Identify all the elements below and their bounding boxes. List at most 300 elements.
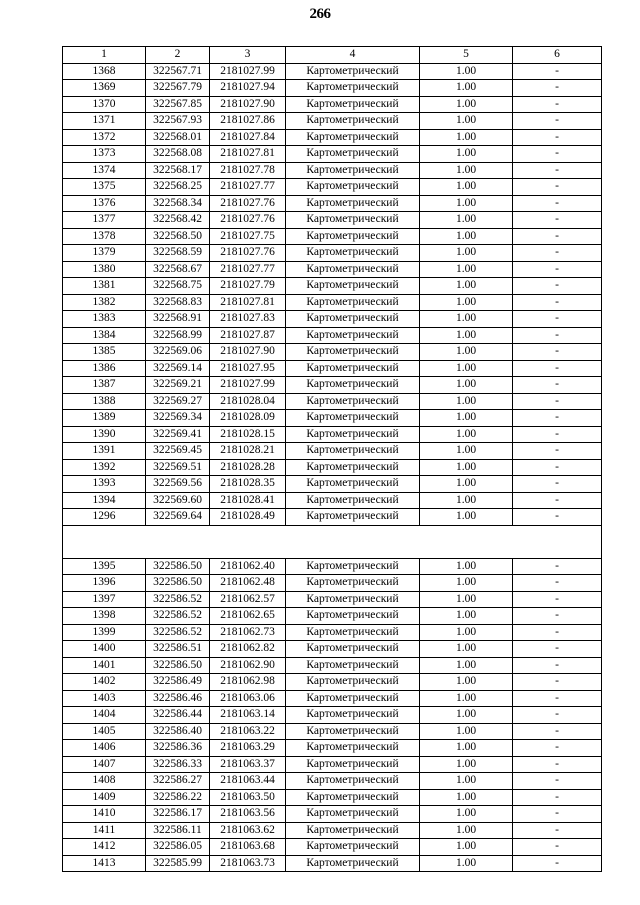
table-row (63, 96, 602, 113)
table-row (63, 146, 602, 163)
table-cell: 2181063.14 (210, 707, 286, 724)
table-cell: 322586.05 (146, 839, 210, 856)
table-cell: 1411 (63, 822, 146, 839)
table-cell: 2181027.81 (210, 294, 286, 311)
table-cell: 1398 (63, 608, 146, 625)
table-cell: - (513, 360, 602, 377)
table-cell: - (513, 789, 602, 806)
table-row (63, 806, 602, 823)
table-cell: 322569.60 (146, 492, 210, 509)
table-cell: 1.00 (420, 96, 513, 113)
table-cell: - (513, 294, 602, 311)
table-cell: 1403 (63, 690, 146, 707)
table-row (63, 509, 602, 526)
table-cell: 2181027.79 (210, 278, 286, 295)
table-row (63, 278, 602, 295)
table-cell: - (513, 63, 602, 80)
table-cell: Картометрический (286, 822, 420, 839)
table-cell: Картометрический (286, 756, 420, 773)
table-row (63, 195, 602, 212)
table-cell: 1.00 (420, 756, 513, 773)
table-row (63, 492, 602, 509)
table-cell: 2181027.81 (210, 146, 286, 163)
table-cell: 1392 (63, 459, 146, 476)
table-cell: Картометрический (286, 476, 420, 493)
table-cell: - (513, 179, 602, 196)
table-cell: 1410 (63, 806, 146, 823)
table-row (63, 327, 602, 344)
table-cell: 1.00 (420, 806, 513, 823)
table-cell: Картометрический (286, 96, 420, 113)
table-row (63, 311, 602, 328)
table-cell: 1.00 (420, 839, 513, 856)
table-cell: Картометрический (286, 393, 420, 410)
table-cell: - (513, 327, 602, 344)
table-row (63, 575, 602, 592)
table-cell: 1.00 (420, 690, 513, 707)
table-cell: 1409 (63, 789, 146, 806)
table-cell: 1.00 (420, 410, 513, 427)
table-cell: 1.00 (420, 179, 513, 196)
table-cell: 1369 (63, 80, 146, 97)
table-cell: Картометрический (286, 608, 420, 625)
table-cell: 1.00 (420, 591, 513, 608)
table-cell: 1.00 (420, 855, 513, 872)
table-cell: 2181027.84 (210, 129, 286, 146)
table-row (63, 245, 602, 262)
table-cell: 1380 (63, 261, 146, 278)
table-cell: - (513, 723, 602, 740)
table-row (63, 624, 602, 641)
table-cell: 1373 (63, 146, 146, 163)
table-cell: 322569.14 (146, 360, 210, 377)
table-cell: 2181027.99 (210, 63, 286, 80)
table-cell: 1405 (63, 723, 146, 740)
table-cell: 1.00 (420, 740, 513, 757)
table-row (63, 426, 602, 443)
table-cell: 322568.91 (146, 311, 210, 328)
table-cell: 322586.49 (146, 674, 210, 691)
table-cell: Картометрический (286, 179, 420, 196)
table-cell: 2181028.09 (210, 410, 286, 427)
table-cell: 1.00 (420, 608, 513, 625)
table-row (63, 377, 602, 394)
table-row (63, 855, 602, 872)
table-cell: 2181062.90 (210, 657, 286, 674)
column-header: 4 (286, 47, 420, 64)
table-cell: Картометрический (286, 63, 420, 80)
table-row (63, 789, 602, 806)
table-cell: Картометрический (286, 261, 420, 278)
table-cell: 322569.21 (146, 377, 210, 394)
table-cell: 1391 (63, 443, 146, 460)
table-cell: 1394 (63, 492, 146, 509)
table-cell: - (513, 707, 602, 724)
table-cell: 2181027.76 (210, 195, 286, 212)
table-cell: 1393 (63, 476, 146, 493)
table-cell: 1395 (63, 558, 146, 575)
table-cell: 1.00 (420, 575, 513, 592)
table-cell: 1.00 (420, 245, 513, 262)
table-cell: - (513, 162, 602, 179)
table-cell: 1401 (63, 657, 146, 674)
table-cell: 322586.27 (146, 773, 210, 790)
table-cell: 1375 (63, 179, 146, 196)
table-cell: Картометрический (286, 839, 420, 856)
table-cell: 2181062.73 (210, 624, 286, 641)
table-cell: 1.00 (420, 476, 513, 493)
table-cell: 1.00 (420, 492, 513, 509)
table-cell: - (513, 113, 602, 130)
table-cell: 1.00 (420, 63, 513, 80)
table-cell: - (513, 756, 602, 773)
table-cell: - (513, 195, 602, 212)
table-cell: 1.00 (420, 146, 513, 163)
table-cell: Картометрический (286, 855, 420, 872)
table-row (63, 839, 602, 856)
table-cell: 1390 (63, 426, 146, 443)
table-cell: 322586.52 (146, 624, 210, 641)
table-cell: 2181027.77 (210, 261, 286, 278)
table-cell: 1372 (63, 129, 146, 146)
table-cell: 2181062.98 (210, 674, 286, 691)
table-row (63, 129, 602, 146)
table-cell: 2181062.65 (210, 608, 286, 625)
table-cell: 2181028.04 (210, 393, 286, 410)
table-cell: - (513, 311, 602, 328)
table-body (63, 63, 602, 872)
table-cell: 322568.99 (146, 327, 210, 344)
table-cell: - (513, 558, 602, 575)
table-cell: 322568.50 (146, 228, 210, 245)
table-cell: 322586.50 (146, 558, 210, 575)
table-cell: 322568.25 (146, 179, 210, 196)
table-row (63, 591, 602, 608)
table-cell: - (513, 773, 602, 790)
table-cell: 2181027.95 (210, 360, 286, 377)
table-cell: 2181063.37 (210, 756, 286, 773)
table-cell: 322569.64 (146, 509, 210, 526)
table-cell: 1.00 (420, 294, 513, 311)
table-cell: 322567.71 (146, 63, 210, 80)
table-cell: 1.00 (420, 657, 513, 674)
table-cell: - (513, 146, 602, 163)
table-cell: 2181027.99 (210, 377, 286, 394)
table-cell: 2181027.75 (210, 228, 286, 245)
table-cell: 1.00 (420, 443, 513, 460)
table-cell: 1.00 (420, 773, 513, 790)
table-cell: 1.00 (420, 195, 513, 212)
table-cell: 1.00 (420, 80, 513, 97)
table-cell: 1371 (63, 113, 146, 130)
table-cell: 322586.52 (146, 591, 210, 608)
table-cell: 1388 (63, 393, 146, 410)
table-row (63, 690, 602, 707)
table-cell: 2181063.29 (210, 740, 286, 757)
table-cell: 2181063.22 (210, 723, 286, 740)
table-cell: Картометрический (286, 146, 420, 163)
table-cell: 2181028.35 (210, 476, 286, 493)
table-cell: 322586.11 (146, 822, 210, 839)
table-cell: 322585.99 (146, 855, 210, 872)
table-cell: 322568.83 (146, 294, 210, 311)
table-cell: 322568.08 (146, 146, 210, 163)
table-cell: Картометрический (286, 740, 420, 757)
table-cell: 322568.59 (146, 245, 210, 262)
table-cell: 2181027.76 (210, 212, 286, 229)
table-cell: 322568.01 (146, 129, 210, 146)
coordinates-table (62, 46, 602, 872)
table-cell: Картометрический (286, 327, 420, 344)
table-cell: 2181062.48 (210, 575, 286, 592)
table-cell: - (513, 492, 602, 509)
table-cell: Картометрический (286, 311, 420, 328)
table-row (63, 707, 602, 724)
column-header: 3 (210, 47, 286, 64)
table-cell: Картометрический (286, 443, 420, 460)
table-header (63, 47, 602, 64)
table-row (63, 162, 602, 179)
table-cell: Картометрический (286, 360, 420, 377)
section-separator-row (63, 525, 602, 558)
table-cell: Картометрический (286, 624, 420, 641)
table-row (63, 657, 602, 674)
table-cell: 1.00 (420, 789, 513, 806)
table-cell: 1400 (63, 641, 146, 658)
table-cell: 1407 (63, 756, 146, 773)
table-cell: 322569.41 (146, 426, 210, 443)
table-cell: 2181063.68 (210, 839, 286, 856)
table-cell: 2181028.28 (210, 459, 286, 476)
table-cell: 322568.67 (146, 261, 210, 278)
table-cell: 1412 (63, 839, 146, 856)
table-cell: - (513, 129, 602, 146)
table-cell: 1384 (63, 327, 146, 344)
table-cell: - (513, 806, 602, 823)
table-cell: 1.00 (420, 393, 513, 410)
table-cell: 322586.50 (146, 575, 210, 592)
table-cell: 322586.46 (146, 690, 210, 707)
table-cell: Картометрический (286, 195, 420, 212)
table-cell: 2181028.49 (210, 509, 286, 526)
table-cell: 322586.52 (146, 608, 210, 625)
table-cell: 1399 (63, 624, 146, 641)
table-cell: 1.00 (420, 624, 513, 641)
table-cell: 2181027.86 (210, 113, 286, 130)
table-cell: 1.00 (420, 558, 513, 575)
table-cell: 1413 (63, 855, 146, 872)
table-cell: - (513, 476, 602, 493)
table-cell: 1387 (63, 377, 146, 394)
table-cell: - (513, 575, 602, 592)
table-row (63, 558, 602, 575)
column-header: 1 (63, 47, 146, 64)
table-cell: 322568.17 (146, 162, 210, 179)
table-cell: 1.00 (420, 278, 513, 295)
table-cell: - (513, 96, 602, 113)
column-header: 2 (146, 47, 210, 64)
table-row (63, 63, 602, 80)
table-cell: - (513, 377, 602, 394)
table-cell: Картометрический (286, 690, 420, 707)
table-cell: - (513, 261, 602, 278)
table-cell: 1.00 (420, 723, 513, 740)
column-header: 5 (420, 47, 513, 64)
table-cell: 2181063.06 (210, 690, 286, 707)
table-cell: Картометрический (286, 245, 420, 262)
table-cell: 1.00 (420, 113, 513, 130)
table-cell: 322569.51 (146, 459, 210, 476)
table-cell: 322568.42 (146, 212, 210, 229)
table-cell: 2181027.90 (210, 344, 286, 361)
header-row (63, 47, 602, 64)
table-cell: 322569.06 (146, 344, 210, 361)
table-cell: - (513, 674, 602, 691)
table-cell: - (513, 393, 602, 410)
table-cell: 1.00 (420, 426, 513, 443)
table-row (63, 756, 602, 773)
table-cell: Картометрический (286, 377, 420, 394)
table-cell: 1404 (63, 707, 146, 724)
table-cell: 1.00 (420, 311, 513, 328)
table-cell: - (513, 212, 602, 229)
table-cell: - (513, 822, 602, 839)
table-cell: Картометрический (286, 80, 420, 97)
table-row (63, 261, 602, 278)
table-cell: Картометрический (286, 113, 420, 130)
table-row (63, 360, 602, 377)
table-cell: Картометрический (286, 228, 420, 245)
table-cell: 2181028.21 (210, 443, 286, 460)
table-cell: Картометрический (286, 657, 420, 674)
table-cell: 2181063.44 (210, 773, 286, 790)
table-row (63, 80, 602, 97)
table-row (63, 459, 602, 476)
table-cell: 1.00 (420, 360, 513, 377)
table-cell: 322586.33 (146, 756, 210, 773)
table-cell: - (513, 690, 602, 707)
table-cell: 2181062.82 (210, 641, 286, 658)
table-cell: - (513, 278, 602, 295)
table-cell: 1377 (63, 212, 146, 229)
table-cell: 1374 (63, 162, 146, 179)
table-cell: 2181027.76 (210, 245, 286, 262)
table-cell: 2181027.87 (210, 327, 286, 344)
separator-cell (63, 525, 602, 558)
table-cell: 1.00 (420, 129, 513, 146)
table-cell: 1.00 (420, 674, 513, 691)
table-row (63, 476, 602, 493)
table-cell: 1.00 (420, 509, 513, 526)
table-cell: - (513, 641, 602, 658)
table-cell: 2181063.62 (210, 822, 286, 839)
table-row (63, 674, 602, 691)
table-cell: 1381 (63, 278, 146, 295)
table-cell: 1383 (63, 311, 146, 328)
table-row (63, 294, 602, 311)
table-row (63, 723, 602, 740)
table-row (63, 228, 602, 245)
table-cell: 322567.85 (146, 96, 210, 113)
table-cell: - (513, 344, 602, 361)
table-cell: Картометрический (286, 426, 420, 443)
table-cell: 1408 (63, 773, 146, 790)
table-row (63, 443, 602, 460)
table-cell: 1386 (63, 360, 146, 377)
table-cell: 1376 (63, 195, 146, 212)
table-cell: 2181027.78 (210, 162, 286, 179)
table-cell: Картометрический (286, 575, 420, 592)
table-cell: 322569.27 (146, 393, 210, 410)
table-cell: 1379 (63, 245, 146, 262)
table-cell: - (513, 80, 602, 97)
table-row (63, 212, 602, 229)
table-cell: 1402 (63, 674, 146, 691)
table-cell: 322567.79 (146, 80, 210, 97)
table-cell: Картометрический (286, 459, 420, 476)
table-cell: 1.00 (420, 707, 513, 724)
table-cell: 2181063.56 (210, 806, 286, 823)
table-cell: 322569.45 (146, 443, 210, 460)
table-cell: - (513, 608, 602, 625)
table-cell: Картометрический (286, 410, 420, 427)
table-cell: 1368 (63, 63, 146, 80)
table-cell: Картометрический (286, 212, 420, 229)
table-cell: 1.00 (420, 459, 513, 476)
table-cell: 1370 (63, 96, 146, 113)
table-row (63, 344, 602, 361)
table-cell: Картометрический (286, 723, 420, 740)
table-cell: 322568.34 (146, 195, 210, 212)
table-cell: - (513, 459, 602, 476)
table-cell: 1.00 (420, 344, 513, 361)
table-cell: Картометрический (286, 707, 420, 724)
table-cell: 1296 (63, 509, 146, 526)
table-row (63, 773, 602, 790)
table-row (63, 822, 602, 839)
column-header: 6 (513, 47, 602, 64)
table-cell: Картометрический (286, 591, 420, 608)
table-cell: - (513, 855, 602, 872)
table-cell: 322568.75 (146, 278, 210, 295)
table-cell: 322586.50 (146, 657, 210, 674)
table-cell: 322586.22 (146, 789, 210, 806)
table-cell: - (513, 245, 602, 262)
table-cell: - (513, 443, 602, 460)
table-cell: 322586.40 (146, 723, 210, 740)
table-cell: 322569.34 (146, 410, 210, 427)
table-cell: 1.00 (420, 641, 513, 658)
table-row (63, 393, 602, 410)
table-cell: 2181028.15 (210, 426, 286, 443)
table-cell: 1.00 (420, 228, 513, 245)
table-cell: - (513, 740, 602, 757)
page-number: 266 (309, 6, 331, 22)
table-row (63, 113, 602, 130)
table-cell: 1397 (63, 591, 146, 608)
table-row (63, 740, 602, 757)
table-cell: Картометрический (286, 344, 420, 361)
table-cell: Картометрический (286, 492, 420, 509)
table-cell: 2181027.83 (210, 311, 286, 328)
table-cell: Картометрический (286, 773, 420, 790)
table-row (63, 410, 602, 427)
table-cell: Картометрический (286, 509, 420, 526)
table-cell: - (513, 591, 602, 608)
table-cell: 1.00 (420, 212, 513, 229)
table-cell: 2181027.77 (210, 179, 286, 196)
table-cell: 2181062.57 (210, 591, 286, 608)
